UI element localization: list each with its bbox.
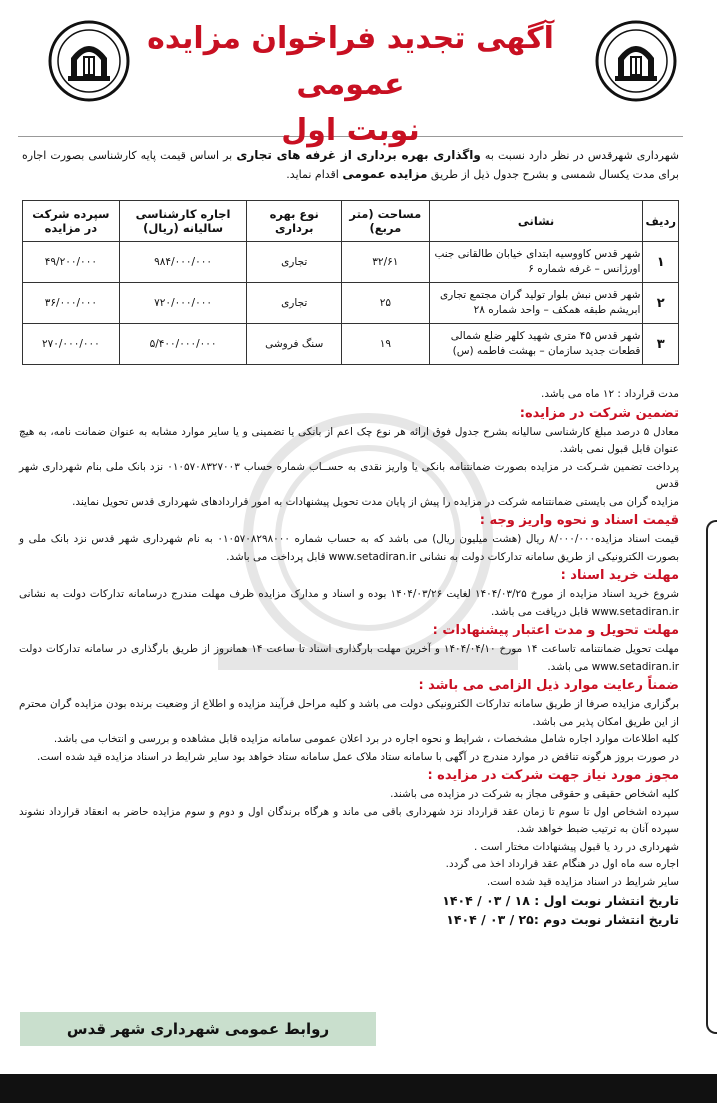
row-area: ۳۲/۶۱ xyxy=(342,242,430,283)
row-usage-type: سنگ فروشی xyxy=(247,324,342,365)
notes-paragraph-1: برگزاری مزایده صرفا از طریق سامانه تدارکات الکترونیکی دولت می باشد و کلیه مراحل فرآیند مزایده و اطلاع از وضعیت برنده بودن مزایده گران محترم از این طریق امکان پذیر می باشد. xyxy=(19,698,679,728)
purchase-deadline-paragraph: شروع خرید اسناد مزایده از مورخ ۱۴۰۴/۰۳/۲۵ لغایت ۱۴۰۴/۰۳/۲۶ بوده و اسناد و مدارک مزایده ظرف مهلت مندرج درسامانه تدارکات دولت به نشانی www.setadiran.ir قابل دریافت می باشد. xyxy=(19,588,679,618)
items-table xyxy=(22,200,679,365)
table-row xyxy=(23,324,679,365)
notice-body xyxy=(19,386,679,929)
col-header-row-number: ردیف xyxy=(643,201,679,242)
row-annual-rent: ۷۲۰/۰۰۰/۰۰۰ xyxy=(119,283,247,324)
document-price-paragraph: قیمت اسناد مزایده۸/۰۰۰/۰۰۰ ریال (هشت میلیون ریال) می باشد که به حساب شماره ۰۱۰۵۷۰۸۲۹۸۰۰۰ به نام شهرداری شهر قدس نزد بانک ملی و بصورت الکترونیکی از طریق سامانه تدارکات دولت به نشانی www.setadiran.ir قابل پرداخت می باشد. xyxy=(19,533,680,563)
row-address: شهر قدس نبش بلوار تولید گران مجتمع تجاری ابریشم طبقه همکف – واحد شماره ۲۸ xyxy=(429,283,643,324)
delivery-deadline-heading: مهلت تحویل و مدت اعتبار پیشنهادات : xyxy=(432,623,679,638)
bottom-bar xyxy=(0,1074,717,1103)
col-header-usage-type: نوع بهره برداری xyxy=(247,201,342,242)
publish-date-first: تاریخ انتشار نوبت اول : ۱۸ / ۰۳ / ۱۴۰۴ xyxy=(442,893,679,908)
notice-header xyxy=(18,8,683,148)
contract-duration: مدت قرارداد : ۱۲ ماه می باشد. xyxy=(541,388,679,400)
guarantee-heading: تضمین شرکت در مزایده: xyxy=(519,405,679,421)
row-deposit: ۴۹/۲۰۰/۰۰۰ xyxy=(23,242,120,283)
permit-heading: مجوز مورد نیاز جهت شرکت در مزایده : xyxy=(427,768,679,783)
title-line-2: نوبت اول xyxy=(281,113,420,148)
permit-paragraph-3: شهرداری در رد یا قبول پیشنهادات مختار است . xyxy=(473,840,679,853)
table-row xyxy=(23,283,679,324)
notice-title xyxy=(118,16,583,154)
row-usage-type: تجاری xyxy=(247,242,342,283)
row-address: شهر قدس کاووسیه ابتدای خیابان طالقانی جنب اورژانس – غرفه شماره ۶ xyxy=(429,242,643,283)
intro-bold-subject: واگذاری بهره برداری از غرفه های تجاری xyxy=(236,148,481,162)
row-area: ۱۹ xyxy=(342,324,430,365)
intro-text: اقدام نماید. xyxy=(286,168,339,181)
document-price-heading: قیمت اسناد و نحوه واریز وجه : xyxy=(479,513,679,528)
notes-paragraph-2: کلیه اطلاعات موارد اجاره شامل مشخصات ، شرایط و نحوه اجاره در برد اعلان عمومی سامانه مزایده قابل مشاهده و بررسی و انتخاب می باشد. xyxy=(53,733,679,745)
publish-date-second: تاریخ انتشار نوبت دوم :۲۵ / ۰۳ / ۱۴۰۴ xyxy=(446,912,679,927)
col-header-area: مساحت (متر مربع) xyxy=(342,201,430,242)
row-annual-rent: ۹۸۴/۰۰۰/۰۰۰ xyxy=(119,242,247,283)
permit-paragraph-5: سایر شرایط در اسناد مزایده قید شده است. xyxy=(486,875,679,888)
row-deposit: ۲۷۰/۰۰۰/۰۰۰ xyxy=(23,324,120,365)
row-address: شهر قدس ۴۵ متری شهید کلهر ضلع شمالی قطعات جدید سازمان – بهشت فاطمه (س) xyxy=(429,324,643,365)
guarantee-paragraph-3: مزایده گران می بایستی ضمانتنامه شرکت در مزایده را پیش از پایان مدت تحویل پیشنهادات به امور قراردادهای شهرداری قدس تحویل نمایند. xyxy=(72,495,679,508)
title-line-1: آگهی تجدید فراخوان مزایده عمومی xyxy=(147,21,554,102)
notes-heading: ضمناً رعایت موارد ذیل الزامی می باشد : xyxy=(418,678,679,693)
row-usage-type: تجاری xyxy=(247,283,342,324)
purchase-deadline-heading: مهلت خرید اسناد : xyxy=(560,568,679,583)
permit-paragraph-1: کلیه اشخاص حقیقی و حقوقی مجاز به شرکت در مزایده می باشند. xyxy=(390,788,679,800)
intro-bold-method: مزایده عمومی xyxy=(342,167,428,181)
ministry-emblem-icon xyxy=(595,20,677,102)
intro-paragraph xyxy=(22,146,679,184)
intro-text: شهرداری شهرقدس در نظر دارد نسبت به xyxy=(484,149,680,162)
guarantee-paragraph-1: معادل ۵ درصد مبلغ کارشناسی سالیانه بشرح جدول فوق ارائه هر نوع چک اعم از بانکی یا تضمینی و یا سایر موارد مشابه به عنوان ضمانت نامه، به هیچ عنوان قابل قبول نمی باشد. xyxy=(19,425,679,455)
row-number: ۳ xyxy=(643,324,679,365)
row-area: ۲۵ xyxy=(342,283,430,324)
permit-paragraph-4: اجاره سه ماه اول در هنگام عقد قرارداد اخذ می گردد. xyxy=(445,858,679,870)
side-bracket xyxy=(706,520,717,1034)
public-relations-footer: روابط عمومی شهرداری شهر قدس xyxy=(20,1012,376,1046)
auction-notice xyxy=(18,8,683,1048)
row-annual-rent: ۵/۴۰۰/۰۰۰/۰۰۰ xyxy=(119,324,247,365)
col-header-annual-rent: اجاره کارشناسی سالیانه (ریال) xyxy=(119,201,247,242)
delivery-deadline-paragraph: مهلت تحویل ضمانتنامه تاساعت ۱۴ مورخ ۱۴۰۴/۰۴/۱۰ و آخرین مهلت بارگذاری اسناد تا ساعت ۱۴ همانروز از طریق بارگذاری در سامانه تدارکات دولت www.setadiran.ir می باشد. xyxy=(19,643,680,673)
row-number: ۱ xyxy=(643,242,679,283)
permit-paragraph-2: سپرده اشخاص اول تا سوم تا زمان عقد قرارداد نزد شهرداری باقی می ماند و هرگاه برندگان اول و دوم و سوم مزایده حاضر به انعقاد قرارداد نشوند سپرده آنان به ترتیب ضبط خواهد شد. xyxy=(19,805,679,835)
row-number: ۲ xyxy=(643,283,679,324)
intro-text: بر اساس قیمت پایه کارشناسی بصورت اجاره برای مدت یکسال شمسی و بشرح جدول ذیل از طریق xyxy=(22,149,679,181)
col-header-deposit: سپرده شرکت در مزایده xyxy=(23,201,120,242)
guarantee-paragraph-2: پرداخت تضمین شـرکت در مزایده بصورت ضمانتنامه بانکی یا واریز نقدی به حســاب شماره حساب ۰۱۰۵۷۰۸۳۲۷۰۰۳ نزد بانک ملی بنام شهرداری شهر قدس xyxy=(19,460,679,490)
col-header-address: نشانی xyxy=(429,201,643,242)
table-header-row xyxy=(23,201,679,242)
table-row xyxy=(23,242,679,283)
row-deposit: ۳۶/۰۰۰/۰۰۰ xyxy=(23,283,120,324)
notes-paragraph-3: در صورت بروز هرگونه تناقض در موارد مندرج در آگهی با سامانه ستاد ملاک عمل سامانه ستاد خواهد بود سایر شرایط در اسناد مزایده قید شده است. xyxy=(36,750,679,763)
